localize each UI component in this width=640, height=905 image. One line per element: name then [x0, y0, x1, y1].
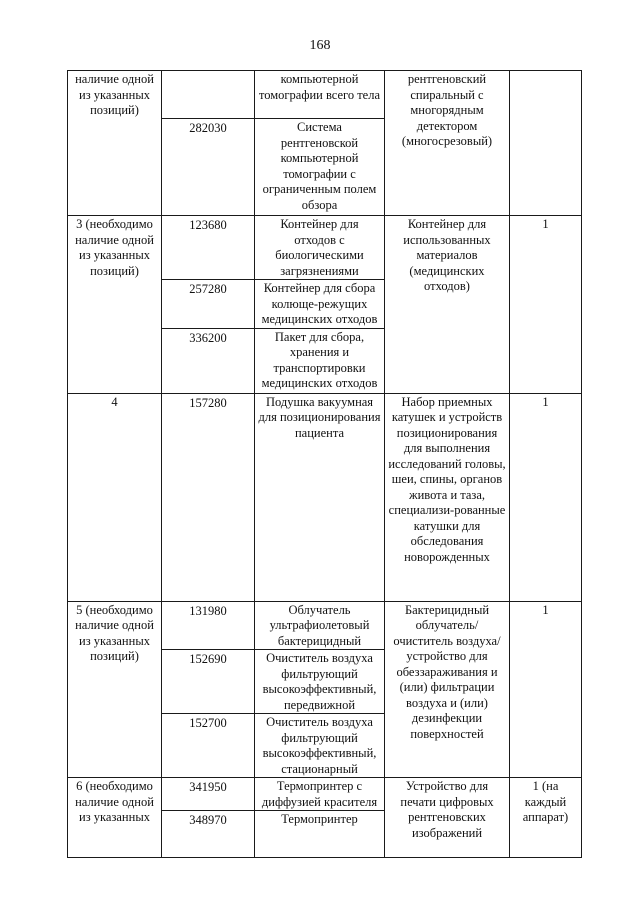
table-row — [68, 216, 582, 280]
position-cell: 4 — [68, 393, 162, 601]
position-cell: 6 (необходимо наличие одной из указанных — [68, 778, 162, 858]
name-cell: Контейнер для отходов с биологическими загрязнениями — [255, 216, 385, 280]
code-cell — [162, 71, 255, 119]
name-cell: Подушка вакуумная для позиционирования пациента — [255, 393, 385, 601]
code-cell: 157280 — [162, 393, 255, 601]
code-cell: 341950 — [162, 778, 255, 811]
name-cell: Пакет для сбора, хранения и транспортировки медицинских отходов — [255, 328, 385, 393]
code-cell: 336200 — [162, 328, 255, 393]
description-cell: рентгеновский спиральный с многорядным детектором (многосрезовый) — [385, 71, 510, 216]
table-row — [68, 778, 582, 811]
quantity-cell: 1 (на каждый аппарат) — [510, 778, 582, 858]
code-cell: 348970 — [162, 811, 255, 858]
code-cell: 152690 — [162, 650, 255, 714]
code-cell: 257280 — [162, 280, 255, 329]
position-cell: наличие одной из указанных позиций) — [68, 71, 162, 216]
equipment-table — [67, 70, 582, 858]
quantity-cell: 1 — [510, 601, 582, 778]
table-row — [68, 393, 582, 601]
position-cell: 5 (необходимо наличие одной из указанных позиций) — [68, 601, 162, 778]
name-cell: Облучатель ультрафиолетовый бактерицидный — [255, 601, 385, 650]
quantity-cell: 1 — [510, 393, 582, 601]
position-cell: 3 (необходимо наличие одной из указанных позиций) — [68, 216, 162, 394]
code-cell: 282030 — [162, 119, 255, 216]
code-cell: 152700 — [162, 714, 255, 778]
name-cell: Очиститель воздуха фильтрующий высокоэффективный, передвижной — [255, 650, 385, 714]
name-cell: Контейнер для сбора колюще-режущих медицинских отходов — [255, 280, 385, 329]
quantity-cell: 1 — [510, 216, 582, 394]
name-cell: Термопринтер — [255, 811, 385, 858]
description-cell: Контейнер для использованных материалов (медицинских отходов) — [385, 216, 510, 394]
quantity-cell — [510, 71, 582, 216]
code-cell: 123680 — [162, 216, 255, 280]
table-row — [68, 601, 582, 650]
table-row — [68, 71, 582, 119]
description-cell: Бактерицидный облучатель/ очиститель воздуха/ устройство для обеззараживания и (или) фильтрации воздуха и (или) дезинфекции поверхностей — [385, 601, 510, 778]
description-cell: Набор приемных катушек и устройств позиционирования для выполнения исследований головы, шеи, спины, органов живота и таза, специализи-рованные катушки для обследования новорожденных — [385, 393, 510, 601]
description-cell: Устройство для печати цифровых рентгеновских изображений — [385, 778, 510, 858]
name-cell: Термопринтер с диффузией красителя — [255, 778, 385, 811]
name-cell: компьютерной томографии всего тела — [255, 71, 385, 119]
page-number: 168 — [309, 38, 331, 53]
name-cell: Очиститель воздуха фильтрующий высокоэффективный, стационарный — [255, 714, 385, 778]
code-cell: 131980 — [162, 601, 255, 650]
name-cell: Система рентгеновской компьютерной томографии с ограниченным полем обзора — [255, 119, 385, 216]
